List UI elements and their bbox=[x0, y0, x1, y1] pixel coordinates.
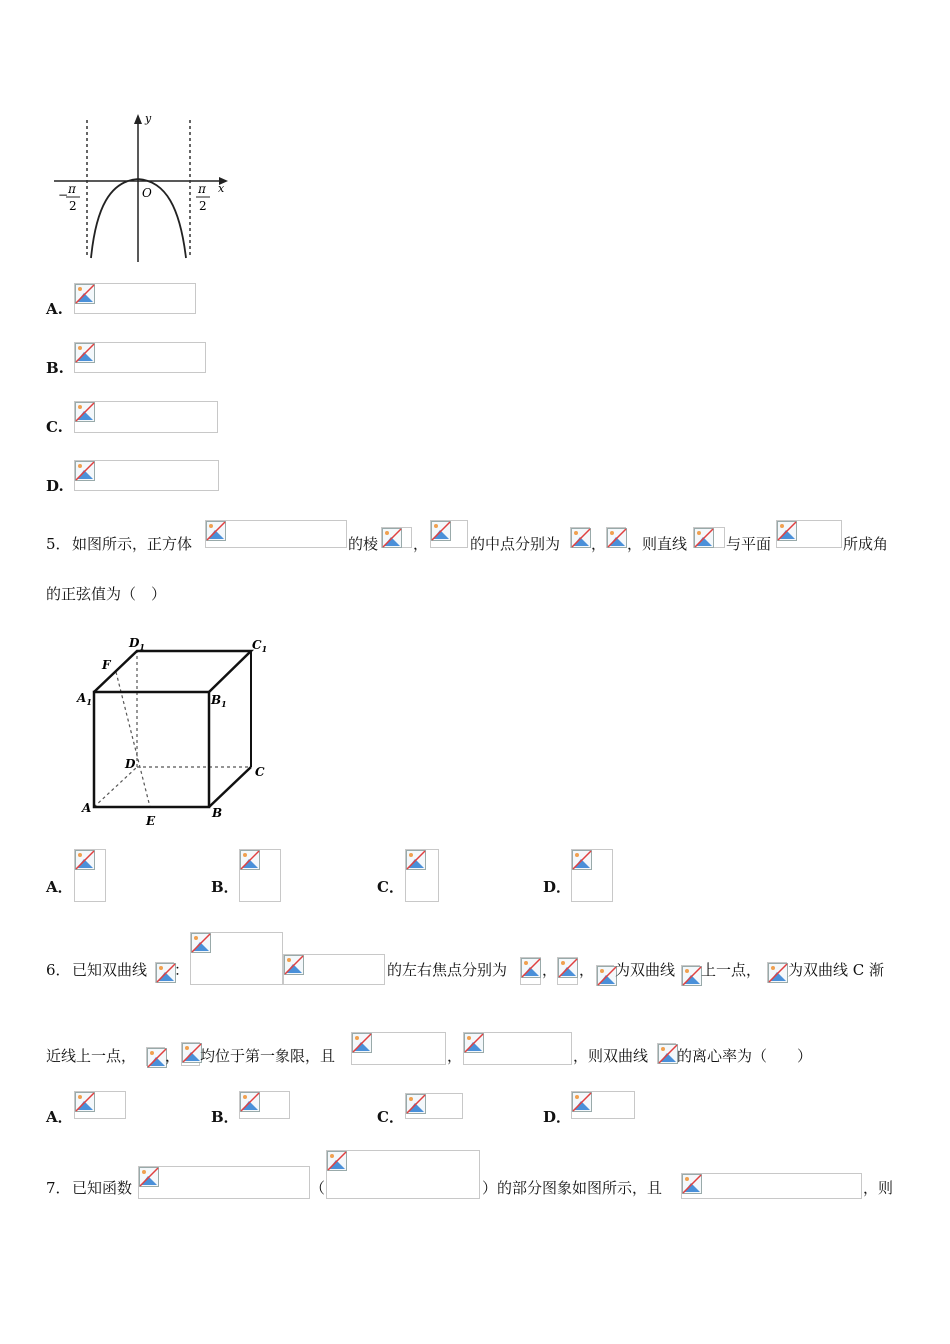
q6-formula-equation bbox=[190, 932, 283, 985]
broken-image-icon bbox=[694, 528, 714, 548]
q5-option-b-image bbox=[239, 849, 281, 902]
function-graph-figure bbox=[50, 108, 240, 268]
broken-image-icon bbox=[406, 1094, 426, 1114]
q6-text-1: 已知双曲线 bbox=[72, 961, 148, 979]
label-a1: $A_1$ bbox=[77, 691, 92, 707]
q6-formula-c-2 bbox=[681, 965, 700, 986]
q5-text-2: 的棱 bbox=[348, 535, 379, 553]
q5-option-d-image bbox=[571, 849, 613, 902]
broken-image-icon bbox=[75, 461, 95, 481]
y-axis-arrow bbox=[134, 114, 142, 124]
hidden-edge-ad bbox=[94, 767, 137, 807]
label-c1: $C_1$ bbox=[252, 638, 268, 654]
q6-formula-b bbox=[767, 962, 787, 983]
broken-image-icon bbox=[406, 850, 426, 870]
q5-option-c-label: C． bbox=[377, 878, 404, 896]
broken-image-icon bbox=[571, 528, 591, 548]
q6-option-b-label: B． bbox=[211, 1108, 239, 1126]
broken-image-icon bbox=[658, 1044, 678, 1064]
q4-option-a-image bbox=[74, 283, 196, 314]
q6-text-2: ： bbox=[174, 961, 190, 979]
broken-image-icon bbox=[352, 1033, 372, 1053]
q5-formula-cube bbox=[205, 520, 347, 548]
q5-number: 5． bbox=[46, 535, 71, 553]
q6-option-d-image bbox=[571, 1091, 635, 1119]
broken-image-icon bbox=[521, 958, 541, 978]
q5-option-a-image bbox=[74, 849, 106, 902]
broken-image-icon bbox=[147, 1048, 167, 1068]
q5-formula-plane bbox=[776, 520, 842, 548]
broken-image-icon bbox=[768, 963, 788, 983]
q5-text-8: 所成角 bbox=[843, 535, 889, 553]
broken-image-icon bbox=[284, 955, 304, 975]
q6-formula-condition bbox=[283, 954, 385, 985]
broken-image-icon bbox=[139, 1167, 159, 1187]
broken-image-icon bbox=[572, 1092, 592, 1112]
broken-image-icon bbox=[682, 1174, 702, 1194]
q7-number: 7． bbox=[46, 1179, 71, 1197]
broken-image-icon bbox=[240, 1092, 260, 1112]
q6-formula-condition-2 bbox=[463, 1032, 572, 1065]
broken-image-icon bbox=[382, 528, 402, 548]
q4-option-a-label: A. bbox=[46, 300, 63, 318]
q6-line-2-e: ，则双曲线 bbox=[573, 1047, 649, 1065]
top-face-edges bbox=[94, 651, 251, 692]
q6-line-2-f: 的离心率为（ ） bbox=[677, 1047, 813, 1065]
broken-image-icon bbox=[558, 958, 578, 978]
broken-image-icon bbox=[75, 1092, 95, 1112]
broken-image-icon bbox=[182, 1043, 202, 1063]
broken-image-icon bbox=[240, 850, 260, 870]
q5-text-4: 的中点分别为 bbox=[470, 535, 561, 553]
q4-option-b-image bbox=[74, 342, 206, 373]
broken-image-icon bbox=[597, 966, 617, 986]
q6-text-6: 为双曲线 bbox=[615, 961, 676, 979]
q5-text-5: ， bbox=[591, 535, 607, 553]
q5-option-a-label: A． bbox=[46, 878, 73, 896]
broken-image-icon bbox=[682, 966, 702, 986]
q4-option-c-label: C. bbox=[46, 418, 63, 436]
q5-option-d-label: D． bbox=[543, 878, 572, 896]
q5-formula-edge-2 bbox=[430, 520, 468, 548]
q4-option-d-label: D. bbox=[46, 477, 64, 495]
q5-text-3: ， bbox=[413, 535, 429, 553]
label-f: F bbox=[102, 658, 111, 672]
broken-image-icon bbox=[777, 521, 797, 541]
q4-option-b-label: B. bbox=[46, 359, 64, 377]
cube-figure bbox=[74, 634, 274, 830]
label-b: B bbox=[212, 806, 223, 820]
q5-option-c-image bbox=[405, 849, 439, 902]
edge-cb bbox=[209, 767, 251, 807]
q6-formula-c-3 bbox=[657, 1043, 676, 1064]
left-tick-numerator: π bbox=[68, 182, 76, 196]
broken-image-icon bbox=[206, 521, 226, 541]
broken-image-icon bbox=[327, 1151, 347, 1171]
broken-image-icon bbox=[75, 343, 95, 363]
q7-text-4: ，则 bbox=[863, 1179, 894, 1197]
q6-text-8: 为双曲线 C 渐 bbox=[788, 961, 885, 979]
q6-text-3: 的左右焦点分别为 bbox=[387, 961, 508, 979]
label-a: A bbox=[82, 801, 92, 815]
q6-option-a-label: A． bbox=[46, 1108, 73, 1126]
q5-formula-point-e bbox=[570, 527, 590, 548]
label-c: C bbox=[255, 765, 265, 779]
q7-formula-condition bbox=[681, 1173, 862, 1199]
q5-text-7: 与平面 bbox=[726, 535, 772, 553]
q5-formula-edge-1 bbox=[381, 527, 412, 548]
q4-option-c-image bbox=[74, 401, 218, 433]
q6-formula-a bbox=[596, 965, 614, 986]
broken-image-icon bbox=[75, 284, 95, 304]
broken-image-icon bbox=[431, 521, 451, 541]
q6-option-a-image bbox=[74, 1091, 126, 1119]
origin-label: O bbox=[142, 186, 152, 200]
q5-option-b-label: B． bbox=[211, 878, 239, 896]
front-face bbox=[94, 692, 209, 807]
q6-line-2-b: ， bbox=[165, 1047, 181, 1065]
broken-image-icon bbox=[75, 402, 95, 422]
label-e: E bbox=[146, 814, 156, 828]
q6-formula-c bbox=[155, 962, 174, 983]
q6-formula-f2 bbox=[557, 957, 578, 985]
q5-text-1: 如图所示，正方体 bbox=[72, 535, 193, 553]
x-axis-label: x bbox=[218, 182, 225, 195]
q6-formula-f1 bbox=[520, 957, 541, 985]
q5-formula-point-f bbox=[606, 527, 626, 548]
q6-formula-b-2 bbox=[181, 1042, 200, 1066]
q7-text-2: （ bbox=[310, 1179, 326, 1197]
right-tick-numerator: π bbox=[198, 182, 206, 196]
q7-formula-parameters bbox=[326, 1150, 480, 1199]
broken-image-icon bbox=[156, 963, 176, 983]
broken-image-icon bbox=[75, 850, 95, 870]
q6-text-4: ， bbox=[542, 961, 558, 979]
label-b1: $B_1$ bbox=[211, 693, 227, 709]
q6-text-7: 上一点， bbox=[701, 961, 762, 979]
label-d: D bbox=[125, 757, 136, 771]
left-tick-denominator: 2 bbox=[69, 199, 77, 213]
y-axis-label: y bbox=[145, 112, 152, 125]
q7-text-1: 已知函数 bbox=[72, 1179, 133, 1197]
q6-text-5: ， bbox=[579, 961, 595, 979]
broken-image-icon bbox=[464, 1033, 484, 1053]
q6-option-c-label: C． bbox=[377, 1108, 404, 1126]
left-tick-minus: − bbox=[58, 188, 69, 202]
right-tick-denominator: 2 bbox=[199, 199, 207, 213]
q7-text-3: ）的部分图象如图所示，且 bbox=[482, 1179, 663, 1197]
q6-option-b-image bbox=[239, 1091, 290, 1119]
q6-line-2-d: ， bbox=[447, 1047, 463, 1065]
broken-image-icon bbox=[191, 933, 211, 953]
broken-image-icon bbox=[572, 850, 592, 870]
q6-line-2-c: 均位于第一象限，且 bbox=[200, 1047, 336, 1065]
q5-formula-line-ef bbox=[693, 527, 725, 548]
q7-formula-function bbox=[138, 1166, 310, 1199]
q6-formula-condition-1 bbox=[351, 1032, 446, 1065]
q6-formula-a-2 bbox=[146, 1047, 165, 1066]
q4-option-d-image bbox=[74, 460, 219, 491]
q6-line-2-a: 近线上一点， bbox=[46, 1047, 137, 1065]
q5-line-2: 的正弦值为（ ） bbox=[46, 585, 167, 603]
q6-option-d-label: D． bbox=[543, 1108, 572, 1126]
broken-image-icon bbox=[607, 528, 627, 548]
label-d1: $D_1$ bbox=[129, 636, 145, 652]
q6-number: 6． bbox=[46, 961, 71, 979]
q6-option-c-image bbox=[405, 1093, 463, 1119]
q5-text-6: ，则直线 bbox=[627, 535, 688, 553]
